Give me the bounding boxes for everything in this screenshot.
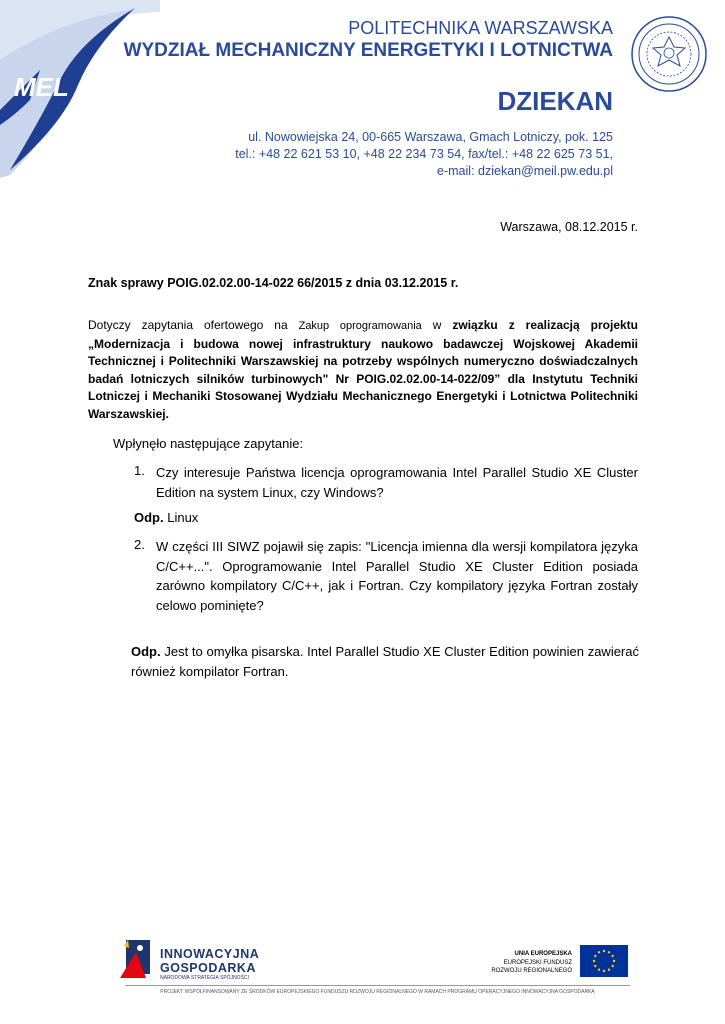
question-1-number: 1. xyxy=(134,463,145,478)
subject-item: Zakup oprogramowania xyxy=(298,320,422,332)
answer-2 xyxy=(131,642,639,681)
subject-prefix: Dotyczy zapytania ofertowego na xyxy=(88,318,299,332)
eu-label-line2: EUROPEJSKI FUNDUSZ xyxy=(503,960,572,966)
subject-bold: związku z realizacją projektu „Modernizacja i budowa nowej infrastruktury naukowo badawczej Wojskowej Akademii Technicznej i Politechniki Warszawskiej na potrzeby wspólnych numeryczno doświadczalnych badań lotniczych silników turbinowych" Nr POIG.02.02.00-14-022/09” dla Instytutu Techniki Lotniczej i Mechaniki Stosowanej Wydziału Mechanicznego Energetyki i Lotnictwa Politechniki Warszawskiej. xyxy=(88,318,638,421)
email-address: e-mail: dziekan@meil.pw.edu.pl xyxy=(437,164,613,178)
answer-2-text: Jest to omyłka pisarska. Intel Parallel Studio XE Cluster Edition powinien zawierać również kompilator Fortran. xyxy=(131,644,639,679)
mel-logo-text: MEL xyxy=(14,72,69,102)
faculty-name: WYDZIAŁ MECHANICZNY ENERGETYKI I LOTNICTWA xyxy=(123,40,613,61)
question-1: Czy interesuje Państwa licencja oprogramowania Intel Parallel Studio XE Cluster Edition na system Linux, czy Windows? xyxy=(156,465,638,500)
eu-label-line1: UNIA EUROPEJSKA xyxy=(514,951,572,957)
phone-numbers: tel.: +48 22 621 53 10, +48 22 234 73 54, fax/tel.: +48 22 625 73 51, xyxy=(235,147,613,161)
ig-logo-line1: INNOWACYJNA xyxy=(160,947,260,961)
project-cofinancing-note: PROJEKT WSPÓŁFINANSOWANY ZE ŚRODKÓW EUROPEJSKIEGO FUNDUSZU ROZWOJU REGIONALNEGO W RAMACH PROGRAMU OPERACYJNEGO INNOWACYJNA GOSPODARKA xyxy=(160,989,595,995)
answer-1-text: Linux xyxy=(163,510,199,525)
letter-date: Warszawa, 08.12.2015 r. xyxy=(500,220,638,234)
question-2-number: 2. xyxy=(134,537,145,552)
mel-logo xyxy=(0,0,160,180)
innowacyjna-gospodarka-logo-icon xyxy=(120,938,152,978)
university-name: POLITECHNIKA WARSZAWSKA xyxy=(348,18,613,38)
answer-2-label: Odp. xyxy=(131,644,161,659)
subject-paragraph xyxy=(88,317,638,423)
address: ul. Nowowiejska 24, 00-665 Warszawa, Gmach Lotniczy, pok. 125 xyxy=(248,130,613,144)
intro-text: Wpłynęło następujące zapytanie: xyxy=(113,436,304,451)
eu-label-line3: ROZWOJU REGIONALNEGO xyxy=(491,968,572,974)
answer-1 xyxy=(134,510,198,525)
ig-logo-subtitle: NARODOWA STRATEGIA SPÓJNOŚCI xyxy=(160,975,249,981)
university-seal-icon xyxy=(630,15,708,93)
case-reference: Znak sprawy POIG.02.02.00-14-022 66/2015 z dnia 03.12.2015 r. xyxy=(88,276,459,290)
ig-logo-line2: GOSPODARKA xyxy=(160,961,256,975)
eu-flag-icon xyxy=(580,945,628,977)
question-2: W części III SIWZ pojawił się zapis: "Licencja imienna dla wersji kompilatora języka C/C++...". Oprogramowanie Intel Parallel Studio XE Cluster Edition posiada zarówno kompilatory C/C++, jak i Fortran. Czy kompilatory języka Fortran zostały celowo pominięte? xyxy=(156,539,638,613)
subject-mid: w xyxy=(421,318,453,332)
footer-divider xyxy=(125,985,630,986)
office-title: DZIEKAN xyxy=(497,86,613,116)
answer-1-label: Odp. xyxy=(134,510,164,525)
